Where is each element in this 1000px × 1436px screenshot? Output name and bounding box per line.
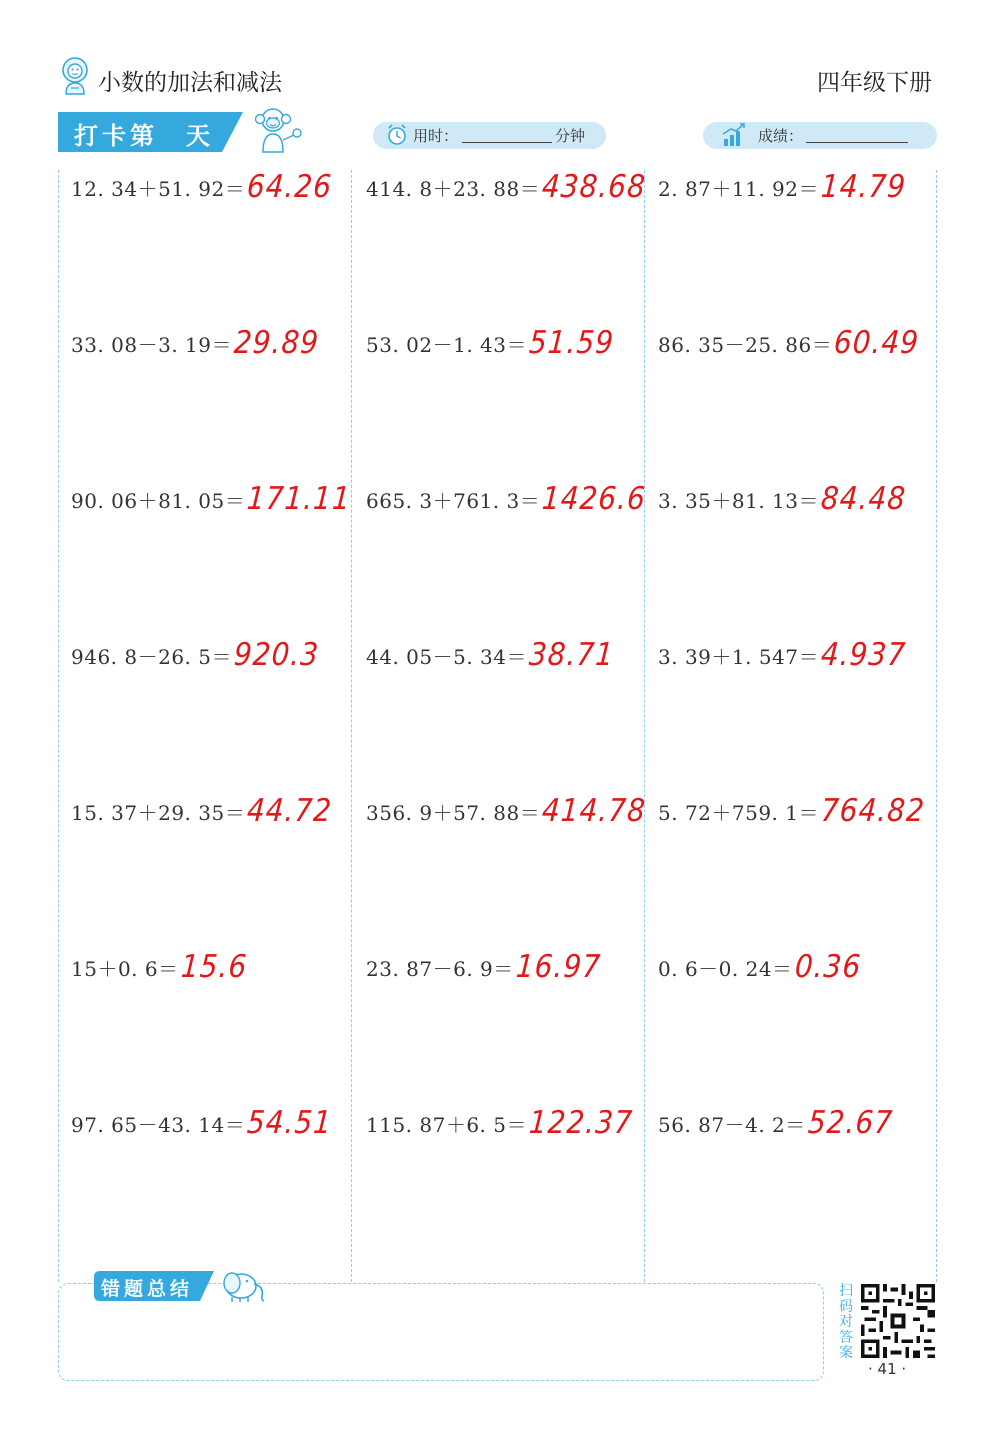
problem-expression: 665. 3＋761. 3＝: [366, 489, 541, 513]
qr-label: 扫码对答案: [839, 1283, 853, 1361]
problem-item: [71, 794, 332, 834]
problem-item: [71, 482, 351, 522]
error-summary-label: 错题总结: [101, 1278, 194, 1300]
problem-expression: 946. 8－26. 5＝: [71, 645, 233, 669]
problem-item: [658, 482, 906, 522]
handwritten-answer: 438.68: [541, 168, 648, 205]
problem-expression: 5. 72＋759. 1＝: [658, 801, 820, 825]
problem-item: [366, 638, 614, 678]
grade-label: 四年级下册: [817, 70, 932, 96]
problem-expression: 414. 8＋23. 88＝: [366, 177, 541, 201]
problem-item: [658, 326, 919, 366]
handwritten-answer: 52.67: [806, 1104, 895, 1141]
monkey-mascot-icon: [246, 104, 304, 156]
problem-item: [658, 170, 906, 210]
alarm-clock-icon: [386, 123, 408, 147]
column-divider: [644, 170, 645, 1282]
score-label: 成绩：: [758, 127, 804, 145]
problem-item: [71, 950, 247, 990]
time-label: 用时：: [413, 127, 459, 145]
handwritten-answer: 44.72: [246, 792, 334, 829]
problem-expression: 2. 87＋11. 92＝: [658, 177, 820, 201]
problem-expression: 33. 08－3. 19＝: [71, 333, 233, 357]
problem-item: [366, 950, 601, 990]
problem-item: [658, 638, 906, 678]
handwritten-answer: 54.51: [246, 1104, 334, 1141]
problem-item: [366, 482, 646, 522]
lion-mascot-icon: [58, 56, 92, 96]
handwritten-answer: 15.6: [179, 948, 249, 985]
problem-expression: 15＋0. 6＝: [71, 957, 179, 981]
problem-expression: 15. 37＋29. 35＝: [71, 801, 246, 825]
handwritten-answer: 38.71: [527, 636, 616, 673]
problem-item: [366, 170, 646, 210]
problem-item: [71, 170, 332, 210]
handwritten-answer: 414.78: [541, 792, 648, 829]
handwritten-answer: 64.26: [246, 168, 334, 205]
handwritten-answer: 764.82: [819, 792, 927, 829]
problem-item: [71, 638, 319, 678]
handwritten-answer: 14.79: [819, 168, 908, 205]
handwritten-answer: 51.59: [527, 324, 616, 361]
handwritten-answer: 0.36: [793, 948, 863, 985]
problem-item: [366, 326, 614, 366]
problem-expression: 53. 02－1. 43＝: [366, 333, 528, 357]
problem-item: [658, 950, 861, 990]
problem-item: [366, 1106, 633, 1146]
problem-expression: 356. 9＋57. 88＝: [366, 801, 541, 825]
problem-item: [71, 326, 319, 366]
handwritten-answer: 29.89: [232, 324, 321, 361]
problem-expression: 115. 87＋6. 5＝: [366, 1113, 528, 1137]
problem-expression: 0. 6－0. 24＝: [658, 957, 793, 981]
problem-expression: 90. 06＋81. 05＝: [71, 489, 246, 513]
handwritten-answer: 920.3: [232, 636, 321, 673]
handwritten-answer: 1426.6: [541, 480, 648, 517]
problem-item: [658, 1106, 893, 1146]
problem-item: [71, 1106, 332, 1146]
handwritten-answer: 171.11: [246, 480, 353, 517]
problem-expression: 56. 87－4. 2＝: [658, 1113, 806, 1137]
page-title: 小数的加法和减法: [98, 70, 282, 96]
problem-expression: 97. 65－43. 14＝: [71, 1113, 246, 1137]
problem-item: [366, 794, 646, 834]
problem-item: [658, 794, 925, 834]
problem-expression: 44. 05－5. 34＝: [366, 645, 528, 669]
qr-code-icon[interactable]: [858, 1284, 938, 1358]
time-input-line[interactable]: [462, 142, 552, 143]
column-divider: [58, 170, 59, 1282]
bar-chart-icon: [720, 122, 748, 148]
handwritten-answer: 84.48: [819, 480, 908, 517]
column-divider: [936, 170, 937, 1282]
time-unit: 分钟: [555, 127, 586, 145]
problem-expression: 86. 35－25. 86＝: [658, 333, 833, 357]
elephant-mascot-icon: [214, 1264, 270, 1304]
page-number: · 41 ·: [868, 1360, 907, 1378]
score-input-line[interactable]: [806, 142, 908, 143]
problem-expression: 3. 35＋81. 13＝: [658, 489, 820, 513]
handwritten-answer: 60.49: [833, 324, 921, 361]
handwritten-answer: 4.937: [819, 636, 908, 673]
problem-expression: 12. 34＋51. 92＝: [71, 177, 246, 201]
checkin-label: 打卡第 天: [74, 122, 214, 150]
column-divider: [351, 170, 352, 1282]
problem-expression: 23. 87－6. 9＝: [366, 957, 514, 981]
problem-expression: 3. 39＋1. 547＝: [658, 645, 820, 669]
handwritten-answer: 122.37: [527, 1104, 635, 1141]
handwritten-answer: 16.97: [514, 948, 603, 985]
